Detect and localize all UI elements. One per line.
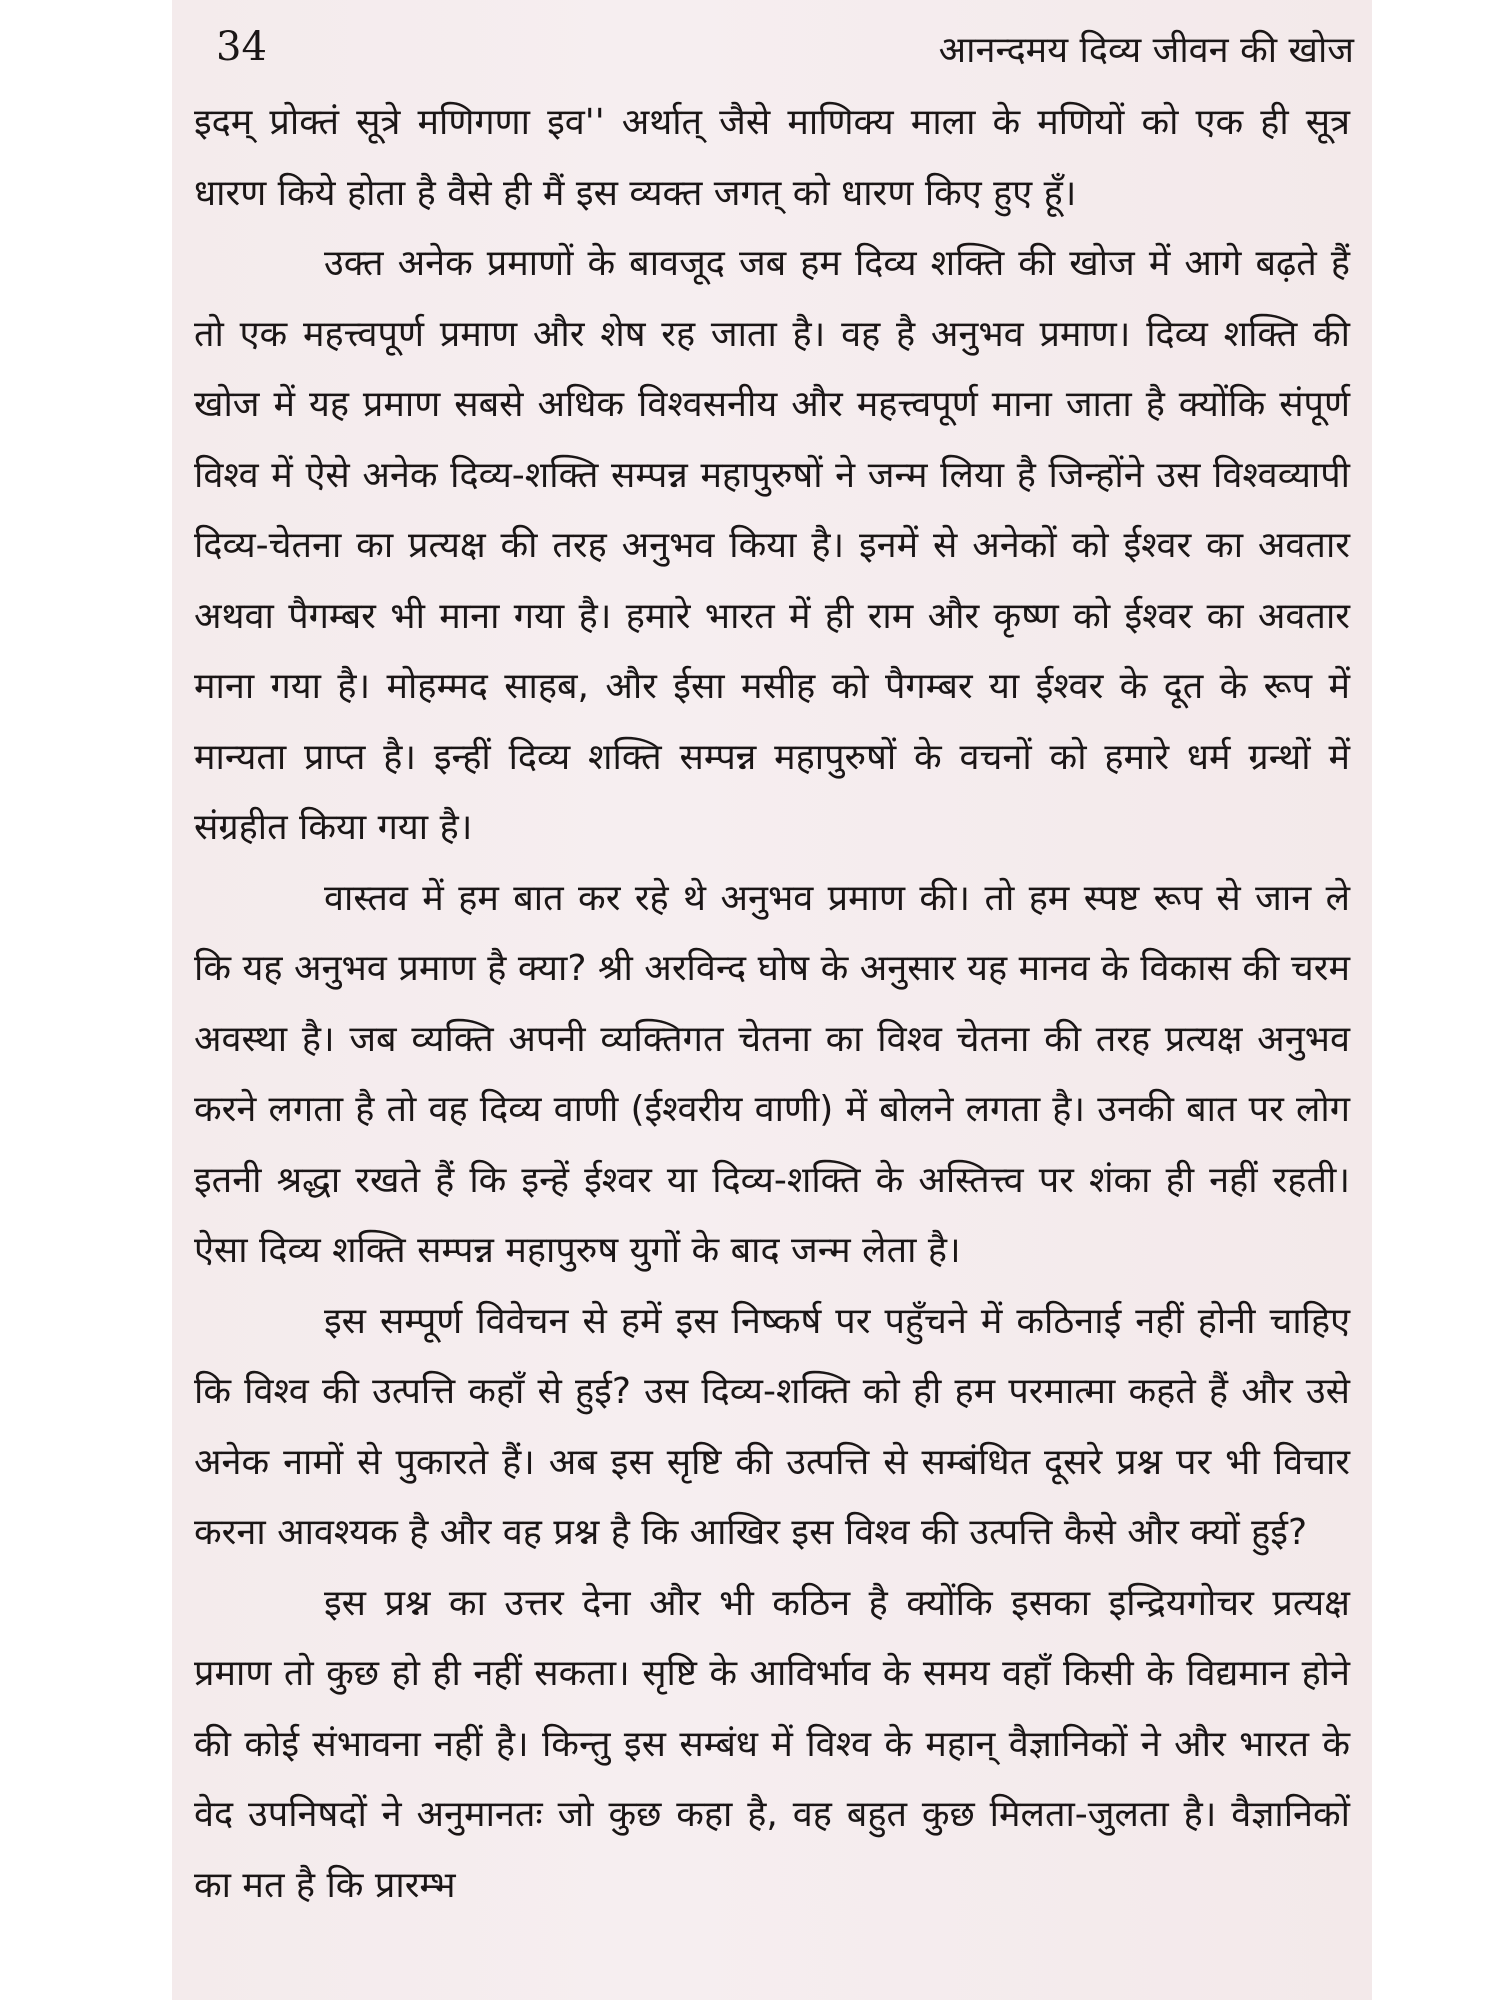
page-number: 34 <box>216 24 267 70</box>
page-header <box>202 18 1354 78</box>
body-text <box>194 88 1350 1921</box>
paragraph: इस प्रश्न का उत्तर देना और भी कठिन है क्योंकि इसका इन्द्रियगोचर प्रत्यक्ष प्रमाण तो कुछ हो ही नहीं सकता। सृष्टि के आविर्भाव के समय वहाँ किसी के विद्यमान होने की कोई संभावना नहीं है। किन्तु इस सम्बंध में विश्व के महान् वैज्ञानिकों ने और भारत के वेद उपनिषदों ने अनुमानतः जो कुछ कहा है, वह बहुत कुछ मिलता-जुलता है। वैज्ञानिकों का मत है कि प्रारम्भ <box>194 1582 1350 1906</box>
paragraph: वास्तव में हम बात कर रहे थे अनुभव प्रमाण की। तो हम स्पष्ट रूप से जान ले कि यह अनुभव प्रमाण है क्या? श्री अरविन्द घोष के अनुसार यह मानव के विकास की चरम अवस्था है। जब व्यक्ति अपनी व्यक्तिगत चेतना का विश्व चेतना की तरह प्रत्यक्ष अनुभव करने लगता है तो वह दिव्य वाणी (ईश्वरीय वाणी) में बोलने लगता है। उनकी बात पर लोग इतनी श्रद्धा रखते हैं कि इन्हें ईश्वर या दिव्य-शक्ति के अस्तित्त्व पर शंका ही नहीं रहती। ऐसा दिव्य शक्ति सम्पन्न महापुरुष युगों के बाद जन्म लेता है। <box>194 877 1350 1271</box>
paragraph: इस सम्पूर्ण विवेचन से हमें इस निष्कर्ष पर पहुँचने में कठिनाई नहीं होनी चाहिए कि विश्व की उत्पत्ति कहाँ से हुई? उस दिव्य-शक्ति को ही हम परमात्मा कहते हैं और उसे अनेक नामों से पुकारते हैं। अब इस सृष्टि की उत्पत्ति से सम्बंधित दूसरे प्रश्न पर भी विचार करना आवश्यक है और वह प्रश्न है कि आखिर इस विश्व की उत्पत्ति कैसे और क्यों हुई? <box>194 1300 1350 1553</box>
paragraph: उक्त अनेक प्रमाणों के बावजूद जब हम दिव्य शक्ति की खोज में आगे बढ़ते हैं तो एक महत्त्वपूर्ण प्रमाण और शेष रह जाता है। वह है अनुभव प्रमाण। दिव्य शक्ति की खोज में यह प्रमाण सबसे अधिक विश्वसनीय और महत्त्वपूर्ण माना जाता है क्योंकि संपूर्ण विश्व में ऐसे अनेक दिव्य-शक्ति सम्पन्न महापुरुषों ने जन्म लिया है जिन्होंने उस विश्वव्यापी दिव्य-चेतना का प्रत्यक्ष की तरह अनुभव किया है। इनमें से अनेकों को ईश्वर का अवतार अथवा पैगम्बर भी माना गया है। हमारे भारत में ही राम और कृष्ण को ईश्वर का अवतार माना गया है। मोहम्मद साहब, और ईसा मसीह को पैगम्बर या ईश्वर के दूत के रूप में मान्यता प्राप्त है। इन्हीं दिव्य शक्ति सम्पन्न महापुरुषों के वचनों को हमारे धर्म ग्रन्थों में संग्रहीत किया गया है। <box>194 243 1350 848</box>
paragraph: इदम् प्रोक्तं सूत्रे मणिगणा इव'' अर्थात् जैसे माणिक्य माला के मणियों को एक ही सूत्र धारण किये होता है वैसे ही मैं इस व्यक्त जगत् को धारण किए हुए हूँ। <box>194 102 1350 214</box>
book-page <box>172 0 1372 2000</box>
running-title: आनन्दमय दिव्य जीवन की खोज <box>938 30 1354 71</box>
